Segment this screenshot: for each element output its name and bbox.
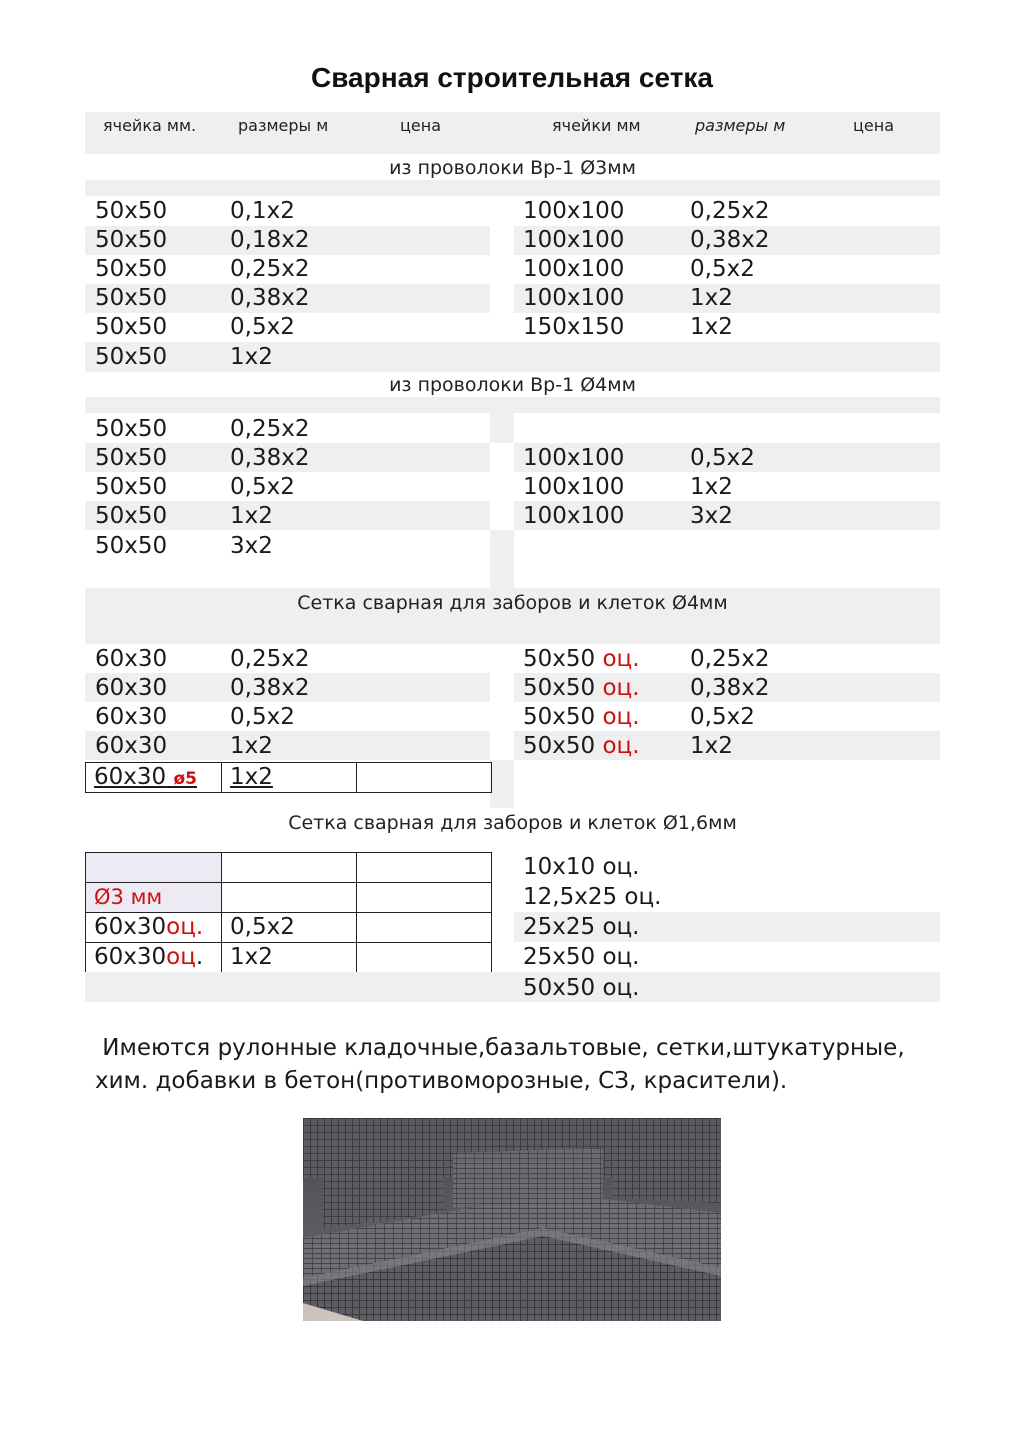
page-title: Сварная строительная сетка [310, 62, 713, 93]
dimensions: 0,5x2 [222, 913, 357, 943]
cell-size: 50x50 [95, 474, 168, 500]
cell-size-galv [86, 913, 222, 943]
wire-diameter-label: Ø3 мм [86, 883, 222, 913]
section3-title: Сетка сварная для заборов и клеток Ø4мм [297, 592, 728, 614]
dimensions: 0,5x2 [690, 256, 755, 282]
dimensions: 1x2 [690, 285, 733, 311]
dimensions: 0,1x2 [230, 198, 295, 224]
cell-size-galv [523, 648, 640, 671]
header-price-right: цена [853, 116, 894, 135]
header-price-left: цена [400, 116, 441, 135]
cell-size: 50x50 [523, 733, 596, 759]
cell-size: 50x50 [523, 646, 596, 672]
dimensions: 0,5x2 [230, 474, 295, 500]
dimensions: 0,5x2 [230, 314, 295, 340]
boxed-row-table [85, 762, 492, 793]
dimensions: 1x2 [230, 503, 273, 529]
galvanized-mark: оц. [602, 646, 640, 672]
empty-cell [86, 853, 222, 883]
price-cell [357, 943, 492, 973]
empty-cell [357, 853, 492, 883]
dimensions: 0,25x2 [690, 646, 770, 672]
dimensions: 0,25x2 [690, 198, 770, 224]
cell-size-galv: 25x25 оц. [523, 914, 640, 940]
note-line: хим. добавки в бетон(противоморозные, СЗ, красители). [95, 1068, 788, 1094]
cell-size-galv: 12,5x25 оц. [523, 884, 662, 910]
section1-title: из проволоки Вр-1 Ø3мм [389, 157, 636, 179]
diameter-mark: ø5 [173, 769, 197, 789]
cell-size-galv [523, 735, 640, 758]
section2-title: из проволоки Вр-1 Ø4мм [389, 374, 636, 396]
cell-size: 50x50 [523, 675, 596, 701]
dimensions: 1x2 [222, 943, 357, 973]
cell-size: 100x100 [523, 198, 625, 224]
header-cell-left: ячейка мм. [103, 116, 197, 135]
cell-size: 60x30 [95, 646, 168, 672]
band [490, 760, 514, 808]
dimensions: 0,38x2 [230, 445, 310, 471]
band [85, 397, 940, 413]
cell-size-galv [523, 677, 640, 700]
empty-cell [222, 883, 357, 913]
cell-size: 60x30 [94, 764, 167, 790]
section4-box-table [85, 852, 492, 973]
dimensions: 1x2 [690, 314, 733, 340]
dimensions: 1x2 [690, 733, 733, 759]
cell-size-galv [523, 706, 640, 729]
galvanized-mark: оц. [602, 733, 640, 759]
cell-size: 100x100 [523, 285, 625, 311]
dimensions: 0,5x2 [690, 704, 755, 730]
dimensions: 0,38x2 [690, 675, 770, 701]
galvanized-mark: оц [166, 914, 196, 940]
dimensions: 0,38x2 [690, 227, 770, 253]
dimensions: 0,38x2 [230, 675, 310, 701]
cell-size: 50x50 [95, 198, 168, 224]
header-cell-right: ячейки мм [552, 116, 641, 135]
dot: . [195, 914, 204, 940]
cell-size: 100x100 [523, 256, 625, 282]
cell-size-galv [86, 943, 222, 973]
dimensions: 1x2 [690, 474, 733, 500]
section4-title: Сетка сварная для заборов и клеток Ø1,6мм [288, 812, 737, 834]
dimensions: 0,25x2 [230, 256, 310, 282]
availability-note [95, 1032, 955, 1098]
band [490, 530, 514, 588]
cell-size: 150x150 [523, 314, 625, 340]
dimensions: 0,5x2 [690, 445, 755, 471]
galvanized-mark: оц [166, 944, 196, 970]
cell-size: 100x100 [523, 445, 625, 471]
cell-size: 100x100 [523, 503, 625, 529]
empty-cell [357, 883, 492, 913]
cell-size: 50x50 [95, 533, 168, 559]
header-size-left: размеры м [238, 116, 329, 135]
cell-size: 60x30 [95, 675, 168, 701]
cell-size: 50x50 [95, 445, 168, 471]
cell-size: 50x50 [95, 344, 168, 370]
dimensions: 0,5x2 [230, 704, 295, 730]
dimensions: 0,25x2 [230, 646, 310, 672]
boxed-cell-size [86, 763, 222, 793]
dimensions: 1x2 [222, 763, 357, 793]
dimensions: 3x2 [230, 533, 273, 559]
dimensions: 1x2 [230, 733, 273, 759]
cell-size-galv: 10x10 оц. [523, 854, 640, 880]
galvanized-mark: оц. [602, 675, 640, 701]
cell-size: 100x100 [523, 474, 625, 500]
cell-size: 50x50 [523, 704, 596, 730]
cell-size: 50x50 [95, 314, 168, 340]
band [85, 342, 940, 372]
galvanized-mark: оц. [602, 704, 640, 730]
cell-size: 50x50 [95, 416, 168, 442]
cell-size: 50x50 [95, 285, 168, 311]
cell-size: 60x30 [95, 704, 168, 730]
cell-size: 60x30 [94, 944, 167, 970]
dimensions: 0,25x2 [230, 416, 310, 442]
dimensions: 3x2 [690, 503, 733, 529]
note-line: Имеются рулонные кладочные,базальтовые, сетки,штукатурные, [95, 1035, 905, 1061]
dimensions: 0,38x2 [230, 285, 310, 311]
cell-size: 50x50 [95, 503, 168, 529]
welded-mesh-stack-photo [303, 1118, 721, 1321]
empty-cell [222, 853, 357, 883]
price-cell [357, 913, 492, 943]
cell-size-galv: 50x50 оц. [523, 975, 640, 1001]
cell-size: 60x30 [95, 733, 168, 759]
band [490, 413, 514, 443]
header-size-right: размеры м [695, 116, 786, 135]
cell-size: 60x30 [94, 914, 167, 940]
cell-size: 50x50 [95, 227, 168, 253]
dimensions: 1x2 [230, 344, 273, 370]
header-band [85, 112, 940, 154]
cell-size-galv: 25x50 оц. [523, 944, 640, 970]
band [85, 972, 514, 1002]
cell-size: 50x50 [95, 256, 168, 282]
dimensions: 0,18x2 [230, 227, 310, 253]
price-cell [357, 763, 492, 793]
band [85, 180, 940, 196]
cell-size: 100x100 [523, 227, 625, 253]
dot: . [195, 944, 204, 970]
